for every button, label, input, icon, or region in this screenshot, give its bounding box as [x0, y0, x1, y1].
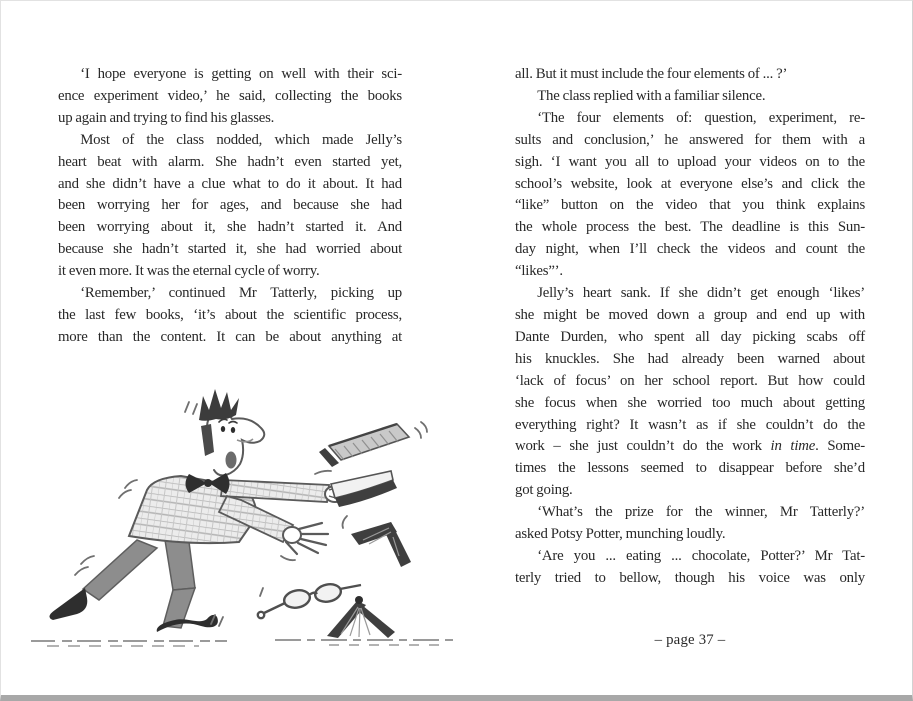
text-line: “likes”’.: [515, 263, 563, 280]
text-line: and she didn’t have a clue what to do it about. It had: [58, 175, 402, 192]
text-line: ‘lack of focus’ on her school report. But how could: [515, 372, 865, 389]
text-line: all. But it must include the four elements of ... ?’: [515, 66, 788, 82]
page-number: – page 37 –: [654, 632, 726, 648]
text-line: work – she just couldn’t do the work in time. Some-: [515, 438, 865, 455]
back-leg: [83, 540, 157, 600]
teacher-head: [185, 389, 264, 475]
text-line: been worrying her for ages, and because she had: [58, 197, 402, 214]
text-line: “like” button on the video that you think explains: [515, 197, 865, 214]
text-line: ‘I hope everyone is getting on well with their sci-: [80, 66, 402, 82]
text-line: ‘What’s the prize for the winner, Mr Tatterly?’: [537, 504, 865, 521]
text-line: ence experiment video,’ he said, collecting the books: [58, 87, 402, 104]
text-line: day night, when I’ll check the videos and count the: [515, 241, 865, 258]
text-line: terly tried to bellow, though his voice was only: [515, 569, 865, 586]
text-line: Dante Durden, who spent all day picking scabs off: [515, 328, 865, 345]
text-line: up again and trying to find his glasses.: [58, 109, 275, 126]
eyebrows: [219, 419, 237, 423]
text-line: sults and conclusion,’ he answered for them with a: [515, 131, 865, 148]
right-page-text: [515, 64, 865, 590]
text-line: it even more. It was the eternal cycle of worry.: [58, 263, 320, 280]
text-line: sigh. ‘I want you all to upload your videos on to the: [515, 153, 865, 170]
teacher-running-illustration: [29, 384, 461, 669]
ground-lines: [31, 640, 459, 646]
text-line: his knuckles. She had already been warned about: [515, 350, 865, 367]
text-line: times the lessons seemed to disappear before she’d: [515, 460, 865, 477]
text-line: more than the content. It can be about anything at: [58, 328, 402, 345]
back-shoe: [49, 588, 87, 620]
text-line: The class replied with a familiar silence.: [537, 87, 766, 104]
text-line: the last few books, ‘it’s about the scientific process,: [58, 306, 402, 323]
text-line: ‘The four elements of: question, experiment, re-: [537, 109, 865, 126]
text-line: ‘Remember,’ continued Mr Tatterly, picking up: [80, 285, 402, 302]
head-motion-marks: [185, 402, 197, 414]
text-line: Jelly’s heart sank. If she didn’t get enough ‘likes’: [537, 285, 865, 302]
text-line: school’s website, look at everyone else’s and click the: [515, 175, 865, 192]
flying-book-top: [319, 422, 427, 467]
text-line: because she hadn’t started it, she had worried about: [58, 241, 402, 258]
mouth: [226, 452, 237, 469]
text-line: Most of the class nodded, which made Jelly’s: [80, 131, 402, 148]
tent-book: [327, 596, 395, 638]
front-leg-thigh: [165, 540, 195, 590]
hair: [199, 389, 239, 421]
face-outline: [207, 411, 264, 476]
text-line: ‘Are you ... eating ... chocolate, Potter?’ Mr Tat-: [537, 547, 865, 564]
left-page-text: [58, 64, 402, 349]
lower-hand: [283, 523, 328, 554]
eye-right: [231, 427, 235, 433]
text-line: heart beat with alarm. She hadn’t even started yet,: [58, 153, 402, 170]
text-line: the whole process the best. The deadline is this Sun-: [515, 219, 865, 236]
text-line: got going.: [515, 482, 573, 499]
eye-left: [221, 426, 225, 432]
text-line: been worrying about it, she hadn’t started it. And: [58, 219, 402, 236]
falling-book: [343, 516, 412, 567]
text-line: she might be moved down a group and end up with: [515, 306, 865, 323]
text-line: she focus when she worried too much about getting: [515, 394, 865, 411]
glasses: [258, 582, 361, 618]
text-line: everything right? It wasn’t as if she couldn’t do the: [515, 416, 865, 433]
text-line: asked Potsy Potter, munching loudly.: [515, 526, 726, 543]
sideburn: [201, 424, 214, 456]
